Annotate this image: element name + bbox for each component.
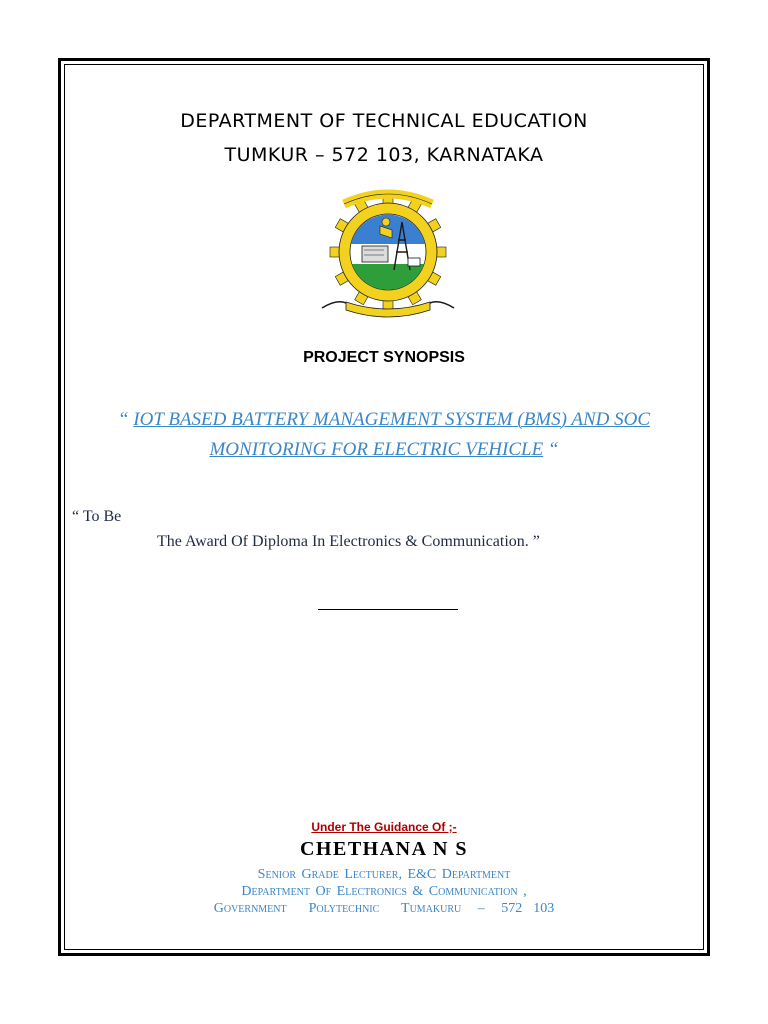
guidance-label: Under The Guidance Of ;- bbox=[311, 820, 457, 834]
department-location: TUMKUR – 572 103, KARNATAKA bbox=[224, 144, 544, 166]
department-title: DEPARTMENT OF TECHNICAL EDUCATION bbox=[180, 110, 588, 132]
signature-line bbox=[318, 609, 458, 610]
project-title bbox=[0, 405, 768, 465]
award-text: The Award Of Diploma In Electronics & Communication. ” bbox=[157, 533, 540, 550]
guide-institution: Government Polytechnic Tumakuru – 572 103 bbox=[213, 901, 555, 916]
polytechnic-emblem-icon bbox=[318, 188, 458, 324]
document-type: PROJECT SYNOPSIS bbox=[303, 349, 465, 366]
title-close-quote: “ bbox=[547, 439, 559, 460]
project-title-line1: IOT BASED BATTERY MANAGEMENT SYSTEM (BMS) AND SOC bbox=[133, 409, 651, 430]
award-prefix: “ To Be bbox=[72, 508, 122, 525]
guide-department: Department Of Electronics & Communication , bbox=[241, 884, 527, 899]
project-title-line2: MONITORING FOR ELECTRIC VEHICLE bbox=[209, 439, 544, 460]
guide-designation: Senior Grade Lecturer, E&C Department bbox=[257, 867, 511, 882]
title-open-quote: “ bbox=[117, 409, 129, 430]
guide-name: CHETHANA N S bbox=[299, 838, 469, 860]
